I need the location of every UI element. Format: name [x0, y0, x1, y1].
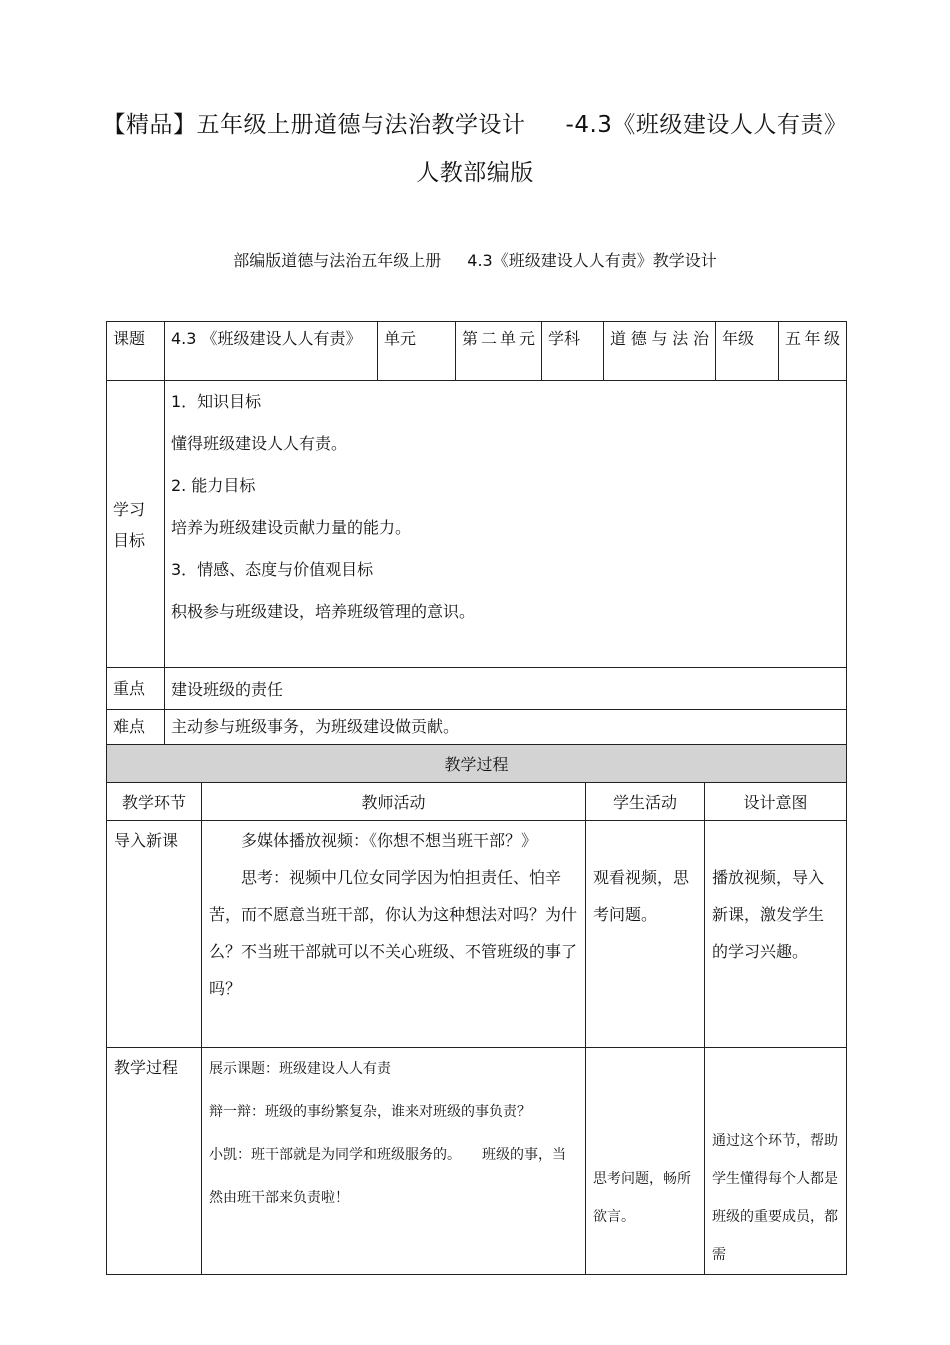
teacher-intro-p2: 思考：视频中几位女同学因为怕担责任、怕辛苦，而不愿意当班干部，你认为这种想法对吗？为什么？不当班干部就可以不关心班级、不管班级的事了吗？	[209, 868, 578, 998]
topic-value: 4.3 《班级建设人人有责》	[165, 322, 378, 381]
unit-value: 第二单元	[456, 322, 542, 381]
grade-value: 五年级	[779, 322, 847, 381]
key-point-label: 重点	[107, 668, 165, 710]
teacher-main-p1: 展示课题：班级建设人人有责	[209, 1061, 391, 1077]
process-title: 教学过程	[107, 745, 847, 783]
topic-label: 课题	[107, 322, 165, 381]
header-intent: 设计意图	[705, 783, 847, 821]
stage-intro-text: 导入新课	[114, 831, 179, 850]
process-title-row	[107, 745, 847, 783]
lesson-info-table	[106, 321, 847, 745]
process-row-main	[107, 1048, 847, 1275]
intent-main	[705, 1048, 847, 1275]
info-row	[107, 322, 847, 381]
goal-heading-ability: 2. 能力目标	[171, 476, 256, 495]
process-header-row	[107, 783, 847, 821]
stage-main	[107, 1048, 202, 1275]
stage-main-text: 教学过程	[114, 1058, 179, 1077]
goal-text-emotion: 积极参与班级建设，培养班级管理的意识。	[171, 602, 476, 621]
difficulty-label: 难点	[107, 710, 165, 745]
subject-label: 学科	[542, 322, 604, 381]
document-title	[0, 106, 950, 139]
student-main	[586, 1048, 705, 1275]
goal-heading-knowledge: 1．知识目标	[171, 392, 262, 411]
goal-text-knowledge: 懂得班级建设人人有责。	[171, 434, 348, 453]
header-student: 学生活动	[586, 783, 705, 821]
unit-label: 单元	[378, 322, 456, 381]
teacher-intro-p1: 多媒体播放视频：《你想不想当班干部？》	[241, 831, 538, 850]
title-part-1: 【精品】五年级上册道德与法治教学设计	[102, 112, 526, 138]
difficulty-row	[107, 710, 847, 745]
teacher-main	[202, 1048, 586, 1275]
goals-row	[107, 381, 847, 668]
subject-value: 道德与法治	[604, 322, 716, 381]
student-main-text: 思考问题，畅所欲言。	[593, 1171, 691, 1225]
student-intro-text: 观看视频，思考问题。	[593, 868, 690, 924]
header-teacher: 教师活动	[202, 783, 586, 821]
teacher-main-p2: 辩一辩：班级的事纷繁复杂，谁来对班级的事负责？	[209, 1104, 531, 1120]
key-point-value: 建设班级的责任	[165, 668, 847, 710]
intent-intro-text: 播放视频，导入新课，激发学生的学习兴趣。	[712, 868, 825, 961]
student-intro	[586, 821, 705, 1048]
goal-heading-emotion: 3．情感、态度与价值观目标	[171, 560, 374, 579]
intent-intro	[705, 821, 847, 1048]
document-title-line-2: 人教部编版	[416, 160, 534, 186]
subtitle-part-1: 部编版道德与法治五年级上册	[233, 251, 442, 270]
key-point-row	[107, 668, 847, 710]
intent-main-text: 通过这个环节，帮助学生懂得每个人都是班级的重要成员，都需	[712, 1133, 838, 1263]
difficulty-value: 主动参与班级事务，为班级建设做贡献。	[165, 710, 847, 745]
grade-label: 年级	[716, 322, 779, 381]
goal-text-ability: 培养为班级建设贡献力量的能力。	[171, 518, 412, 537]
goals-content	[165, 381, 847, 668]
teacher-intro	[202, 821, 586, 1048]
title-part-2: -4.3《班级建设人人有责》	[565, 112, 848, 138]
teaching-process-table	[106, 744, 847, 1275]
process-row-intro	[107, 821, 847, 1048]
teacher-main-p3: 小凯：班干部就是为同学和班级服务的。 班级的事，当然由班干部来负责啦！	[209, 1147, 566, 1206]
goals-label: 学习目标	[107, 381, 165, 668]
header-stage: 教学环节	[107, 783, 202, 821]
subtitle-part-2: 4.3《班级建设人人有责》教学设计	[467, 251, 717, 270]
stage-intro	[107, 821, 202, 1048]
document-subtitle	[0, 248, 950, 271]
